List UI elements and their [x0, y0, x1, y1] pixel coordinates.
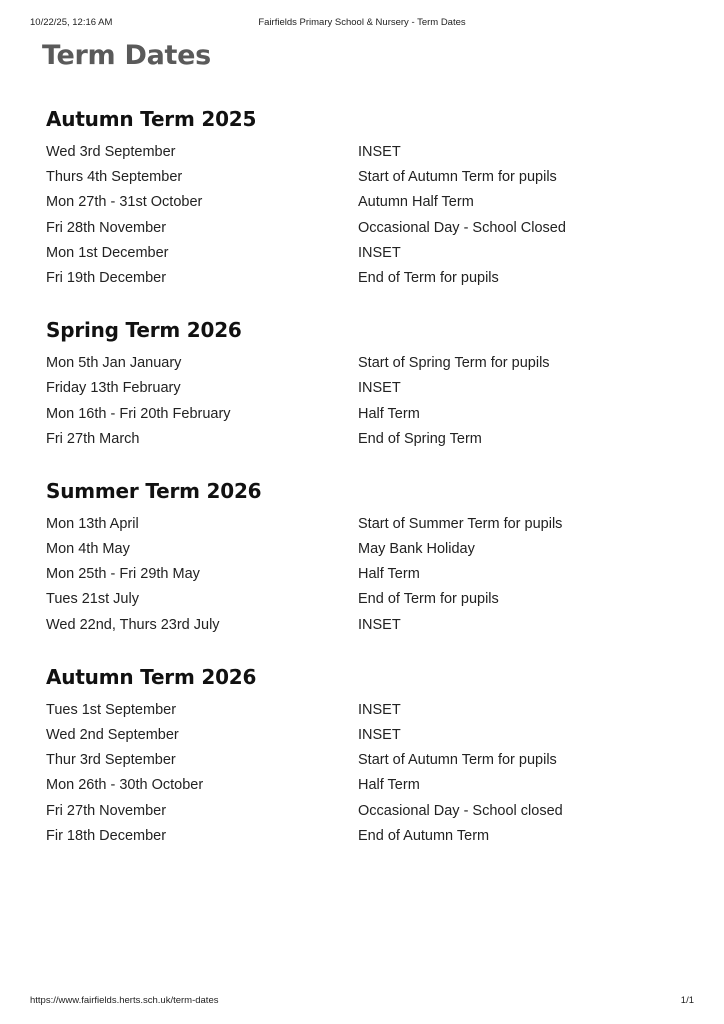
term-row — [46, 537, 686, 562]
term-event: Start of Autumn Term for pupils — [358, 752, 557, 769]
term-event: End of Term for pupils — [358, 269, 499, 286]
term-date: Mon 13th April — [46, 515, 139, 532]
term-row — [46, 698, 686, 723]
term-date: Wed 22nd, Thurs 23rd July — [46, 616, 220, 633]
term-section-summer-2026 — [46, 476, 686, 638]
term-date: Tues 21st July — [46, 591, 139, 608]
term-event: INSET — [358, 616, 401, 633]
term-date: Wed 3rd September — [46, 144, 176, 160]
term-event: Half Term — [358, 566, 420, 583]
term-date: Fri 19th December — [46, 269, 167, 286]
term-section-spring-2026 — [46, 315, 686, 452]
term-section-autumn-2025 — [46, 104, 686, 291]
term-event: Occasional Day - School Closed — [358, 219, 566, 236]
term-section-autumn-2026 — [46, 662, 686, 849]
term-heading: Spring Term 2026 — [46, 318, 242, 343]
term-date: Mon 4th May — [46, 541, 130, 558]
print-url: https://www.fairfields.herts.sch.uk/term-dates — [30, 995, 219, 1006]
term-row — [46, 266, 686, 291]
term-event: Half Term — [358, 405, 420, 422]
term-event: Start of Autumn Term for pupils — [358, 169, 557, 186]
term-dates-list — [46, 104, 686, 873]
term-row — [46, 587, 686, 612]
term-event: INSET — [358, 727, 401, 743]
page-title: Term Dates — [42, 40, 211, 71]
term-row — [46, 748, 686, 773]
term-row — [46, 165, 686, 190]
term-row — [46, 723, 686, 748]
term-event: Half Term — [358, 777, 420, 794]
term-event: End of Spring Term — [358, 430, 482, 447]
term-date: Mon 26th - 30th October — [46, 777, 204, 794]
term-row — [46, 824, 686, 849]
term-date: Mon 1st December — [46, 244, 169, 261]
term-date: Wed 2nd September — [46, 727, 179, 743]
term-row — [46, 427, 686, 452]
term-row — [46, 351, 686, 376]
term-date: Mon 25th - Fri 29th May — [46, 566, 200, 583]
term-date: Thur 3rd September — [46, 752, 176, 769]
term-date: Fri 28th November — [46, 219, 167, 236]
term-row — [46, 799, 686, 824]
term-event: Autumn Half Term — [358, 194, 474, 211]
term-event: End of Term for pupils — [358, 591, 499, 608]
term-heading: Autumn Term 2026 — [46, 664, 257, 689]
print-document-title: Fairfields Primary School & Nursery - Term Dates — [258, 17, 466, 28]
term-event: INSET — [358, 144, 401, 160]
term-date: Fri 27th November — [46, 802, 167, 819]
term-date: Mon 16th - Fri 20th February — [46, 405, 231, 422]
term-row — [46, 376, 686, 401]
term-row — [46, 140, 686, 165]
term-event: Start of Summer Term for pupils — [358, 515, 563, 532]
term-row — [46, 562, 686, 587]
term-event: Start of Spring Term for pupils — [358, 355, 550, 372]
term-event: INSET — [358, 701, 401, 718]
term-heading: Summer Term 2026 — [46, 478, 262, 503]
print-footer — [0, 995, 724, 1009]
term-heading: Autumn Term 2025 — [46, 107, 257, 131]
term-row — [46, 773, 686, 798]
term-date: Fri 27th March — [46, 430, 140, 447]
term-row — [46, 613, 686, 638]
term-event: Occasional Day - School closed — [358, 802, 563, 819]
term-event: INSET — [358, 380, 401, 397]
term-row — [46, 241, 686, 266]
page-number: 1/1 — [680, 995, 694, 1006]
term-date: Mon 5th Jan January — [46, 355, 182, 372]
print-datetime: 10/22/25, 12:16 AM — [30, 17, 113, 28]
term-date: Friday 13th February — [46, 380, 181, 397]
term-row — [46, 216, 686, 241]
term-row — [46, 190, 686, 215]
term-event: INSET — [358, 244, 401, 261]
term-row — [46, 402, 686, 427]
term-date: Thurs 4th September — [46, 169, 183, 186]
term-date: Mon 27th - 31st October — [46, 194, 203, 211]
term-row — [46, 512, 686, 537]
term-event: End of Autumn Term — [358, 827, 490, 844]
term-date: Fir 18th December — [46, 827, 167, 844]
print-header — [0, 17, 724, 31]
term-date: Tues 1st September — [46, 701, 177, 718]
term-event: May Bank Holiday — [358, 541, 475, 558]
